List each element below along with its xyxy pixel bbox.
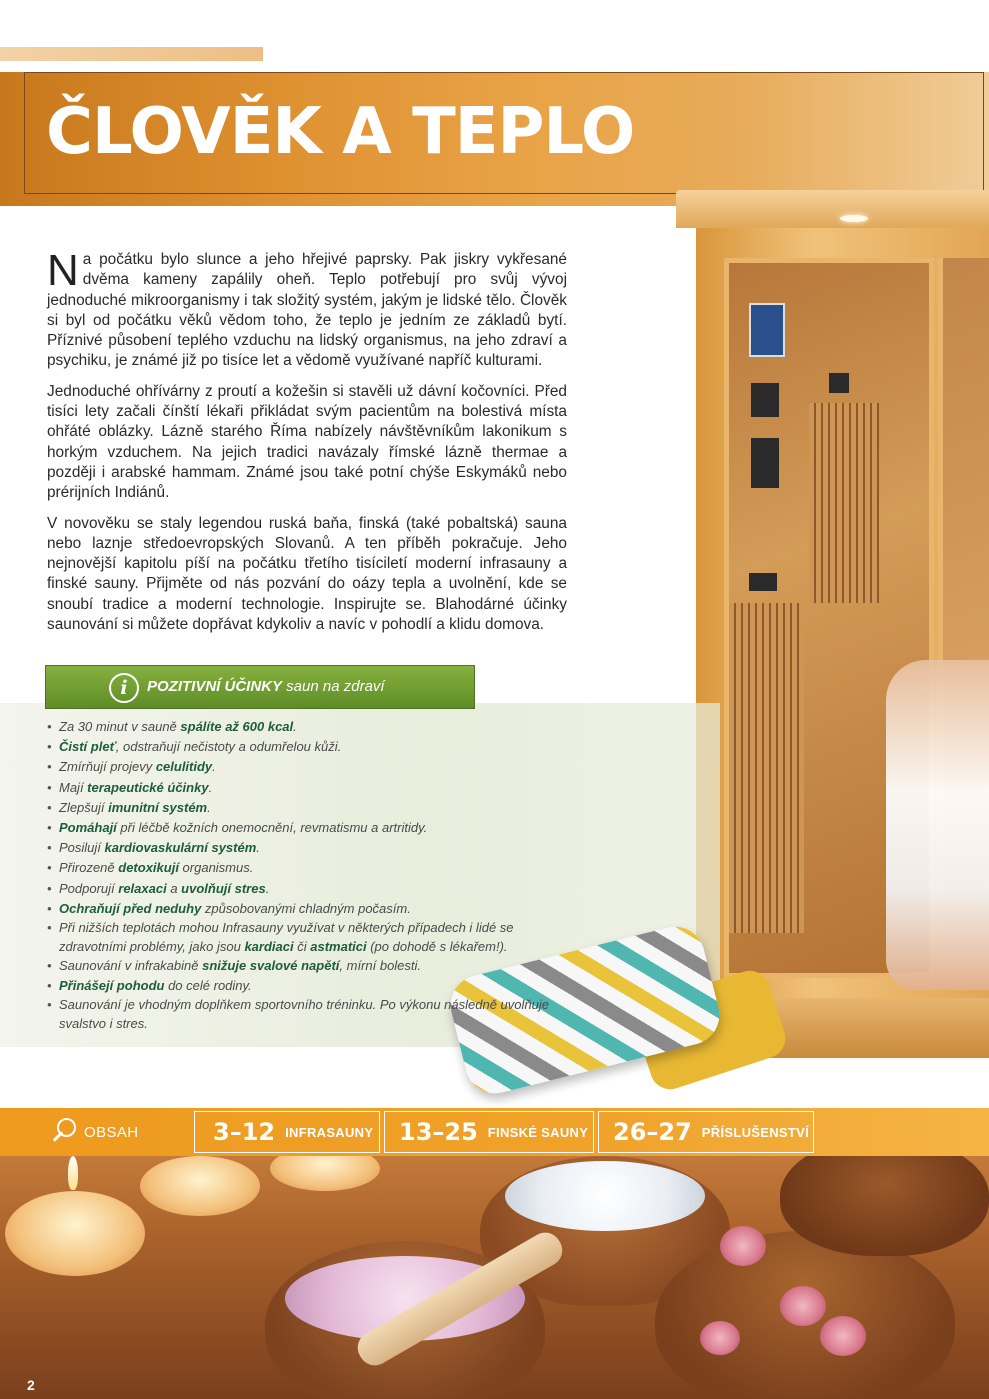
- benefit-text: .: [293, 719, 297, 734]
- benefit-highlight: Pomáhají: [59, 820, 117, 836]
- nav-section-label: INFRASAUNY: [285, 1124, 374, 1140]
- nav-section-prislusenstvi[interactable]: [598, 1111, 814, 1153]
- benefit-item: [47, 976, 567, 996]
- benefit-item: [47, 899, 567, 919]
- control-panel: [749, 303, 785, 357]
- benefit-text: .: [207, 799, 211, 815]
- nav-section-label: PŘÍSLUŠENSTVÍ: [701, 1124, 809, 1140]
- benefit-text: Mají: [59, 779, 88, 795]
- dropcap: N: [47, 246, 79, 295]
- ceiling-light: [840, 215, 868, 222]
- nav-section-finske-sauny[interactable]: [384, 1111, 594, 1153]
- intro-paragraph-3: V novověku se staly legendou ruská baňa, finská (také pobaltská) sauna nebo laznje středoevropských Slovanů. A ten příběh pokračuje. Jeho nejnovější kapitolu píší na počátku třetího tisíciletí moderní infrasauny a finské sauny. Přijměte od nás pozvání do oázy tepla a uvolnění, kde se snoubí tradice a moderní technologie. Inspirujte se. Blahodárné účinky saunování si můžete dopřávat kdykoliv a navíc v pohodlí a klidu domova.: [47, 514, 567, 634]
- benefit-text: Za 30 minut v sauně: [59, 719, 181, 734]
- benefit-text: , odstraňují nečistoty a odumřelou kůži.: [115, 739, 342, 755]
- nav-contents-label: OBSAH: [84, 1123, 139, 1141]
- rose-bud: [720, 1226, 766, 1266]
- benefit-text: a: [166, 880, 182, 896]
- benefit-text: Posilují: [59, 840, 105, 856]
- benefit-text: Zmírňují projevy: [59, 759, 156, 775]
- benefit-highlight: Čistí pleť: [59, 739, 116, 755]
- heater-panel: [809, 403, 879, 603]
- sauna-roof: [676, 190, 989, 228]
- benefit-highlight: detoxikují: [118, 860, 179, 876]
- nav-contents[interactable]: [50, 1110, 190, 1154]
- benefits-title: POZITIVNÍ ÚČINKY saun na zdraví: [147, 678, 385, 695]
- benefit-item: [47, 996, 567, 1033]
- benefit-text: .: [256, 840, 260, 856]
- benefits-header: [45, 665, 475, 709]
- benefit-highlight: kardiovaskulární systém: [104, 840, 257, 856]
- benefit-highlight: kardiaci: [244, 938, 294, 954]
- benefit-item: [47, 956, 567, 976]
- info-icon: i: [109, 673, 139, 703]
- speaker: [751, 438, 779, 488]
- sauna-cabin-image: [676, 190, 989, 1060]
- benefit-text: , mírní bolesti.: [339, 958, 422, 974]
- benefit-text: Přirozeně: [59, 860, 119, 876]
- reading-light: [829, 373, 849, 393]
- benefit-text: Při nižších teplotách mohou Infrasauny využívat v některých případech i lidé se zdravotními problémy, jako jsou: [59, 920, 514, 954]
- benefits-list: [47, 717, 567, 1033]
- benefit-item: [47, 818, 567, 838]
- benefit-item: [47, 838, 567, 858]
- nav-section-label: FINSKÉ SAUNY: [487, 1124, 589, 1140]
- benefit-highlight: terapeutické účinky: [87, 779, 209, 795]
- benefit-item: [47, 717, 567, 737]
- benefit-highlight: Přinášejí pohodu: [59, 978, 165, 994]
- candle-flame: [68, 1156, 78, 1190]
- rose-bud: [700, 1321, 740, 1355]
- benefit-highlight: uvolňují stres: [181, 880, 266, 896]
- heater-control: [751, 383, 779, 417]
- benefit-text: .: [212, 759, 216, 775]
- benefit-item: [47, 879, 567, 899]
- benefit-highlight: relaxaci: [118, 880, 167, 896]
- nav-section-range: 26–27: [613, 1118, 692, 1146]
- candle: [140, 1156, 260, 1216]
- header-accent-stripe: [0, 47, 263, 61]
- benefit-text: či: [293, 938, 311, 954]
- magnifier-icon: [50, 1118, 76, 1146]
- benefit-highlight: imunitní systém: [108, 799, 208, 815]
- benefit-highlight: spálíte až 600 kcal: [180, 719, 294, 734]
- wooden-bowl: [780, 1156, 989, 1256]
- radio-unit: [749, 573, 777, 591]
- benefit-text: .: [208, 779, 213, 795]
- benefit-text: Podporují: [59, 880, 119, 896]
- benefit-item: [47, 737, 567, 757]
- benefit-item: [47, 858, 567, 878]
- intro-paragraph-1: Na počátku bylo slunce a jeho hřejivé paprsky. Pak jiskry vykřesané dvěma kameny zapálily oheň. Teplo potřebují pro svůj vývoj jednoduché mikroorganismy i tak složitý systém, jakým je lidské tělo. Člověk si byl od počátku věků vědom toho, že teplo je jedním ze základů bytí. Příznivé působení teplého vzduchu na lidský organismus, na jeho zdraví a psychiku, je známé již po tisíce let a vědomě využívané napříč kulturami.: [47, 246, 567, 370]
- benefit-item: [47, 798, 567, 818]
- benefit-text: organismus.: [178, 860, 254, 876]
- candle: [270, 1156, 380, 1191]
- benefit-highlight: astmatici: [310, 938, 367, 954]
- white-salt: [505, 1161, 705, 1231]
- nav-section-infrasauny[interactable]: [194, 1111, 380, 1153]
- nav-section-range: 13–25: [399, 1118, 478, 1146]
- benefit-text: Zlepšují: [59, 799, 109, 815]
- woman-in-towel: [886, 660, 989, 990]
- benefit-item: [47, 757, 567, 777]
- benefit-text: při léčbě kožních onemocnění, revmatismu a artritidy.: [116, 820, 428, 836]
- page-title: ČLOVĚK A TEPLO: [46, 95, 635, 169]
- benefit-highlight: celulitidy: [155, 759, 213, 775]
- benefit-text: (po dohodě s lékařem!).: [366, 938, 508, 954]
- rose-bud: [820, 1316, 866, 1356]
- benefit-text: Saunování je vhodným doplňkem sportovního tréninku. Po výkonu následně uvolňuje svalstvo i stres.: [59, 997, 549, 1031]
- benefit-item: [47, 778, 567, 798]
- benefit-text: způsobovanými chladným počasím.: [201, 900, 411, 916]
- benefit-highlight: snižuje svalové napětí: [202, 958, 340, 974]
- page-number: 2: [27, 1377, 35, 1393]
- candle: [5, 1191, 145, 1276]
- intro-paragraph-2: Jednoduché ohřívárny z proutí a kožešin si stavěli už dávní kočovníci. Před tisíci lety začali čínští lékaři přikládat svým pacientům na bolestivá místa ohřáté oblázky. Lázně starého Říma nabízely návštěvníkům lakonikum s horkým vzduchem. Na jejich tradici navázaly římské lázně thermae a později i arabské hammam. Známé jsou také potní chýše Eskymáků nebo prérijních Indiánů.: [47, 382, 567, 502]
- intro-text: [47, 246, 567, 645]
- nav-section-range: 3–12: [213, 1118, 276, 1146]
- benefit-text: do celé rodiny.: [164, 978, 252, 994]
- rose-bud: [780, 1286, 826, 1326]
- heater-panel-lower: [729, 603, 804, 933]
- benefit-text: Saunování v infrakabině: [59, 958, 203, 974]
- benefit-text: .: [265, 880, 270, 896]
- benefit-item: [47, 919, 567, 956]
- benefit-highlight: Ochraňují před neduhy: [59, 900, 202, 916]
